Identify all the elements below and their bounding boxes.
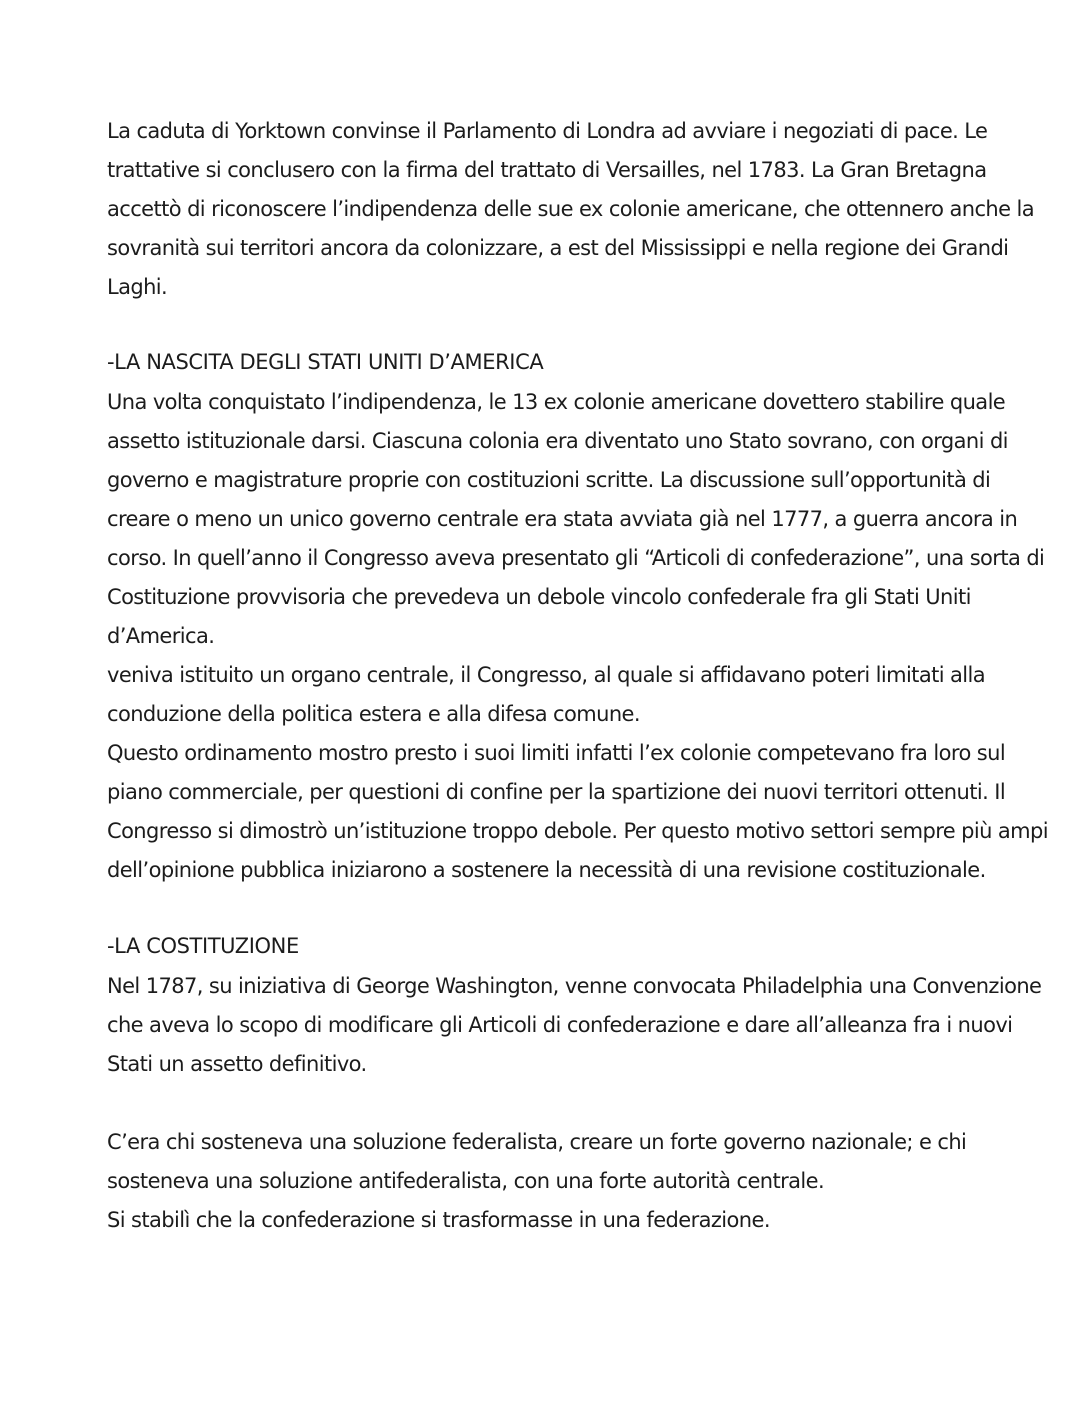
text-line: governo e magistrature proprie con costituzioni scritte. La discussione sull’opportunità di <box>107 468 991 492</box>
text-line: Congresso si dimostrò un’istituzione troppo debole. Per questo motivo settori sempre più ampi <box>107 819 1049 843</box>
text-line: d’America. <box>107 624 215 648</box>
text-line: corso. In quell’anno il Congresso aveva presentato gli “Articoli di confederazione”, una sorta di <box>107 546 1045 570</box>
text-line: piano commerciale, per questioni di confine per la spartizione dei nuovi territori ottenuti. Il <box>107 780 1006 804</box>
text-line: che aveva lo scopo di modificare gli Articoli di confederazione e dare all’alleanza fra i nuovi <box>107 1013 1013 1037</box>
text-line: Questo ordinamento mostro presto i suoi limiti infatti l’ex colonie competevano fra loro sul <box>107 741 1006 765</box>
text-line: La caduta di Yorktown convinse il Parlamento di Londra ad avviare i negoziati di pace. Le <box>107 119 988 143</box>
text-line: sosteneva una soluzione antifederalista, con una forte autorità centrale. <box>107 1169 825 1193</box>
text-line: Si stabilì che la confederazione si trasformasse in una federazione. <box>107 1208 770 1232</box>
section-heading-costituzione <box>107 927 977 966</box>
text-line: Stati un assetto definitivo. <box>107 1052 367 1076</box>
text-line: trattative si conclusero con la firma del trattato di Versailles, nel 1783. La Gran Bretagna <box>107 158 987 182</box>
section-heading-nascita <box>107 343 977 382</box>
text-line: veniva istituito un organo centrale, il Congresso, al quale si affidavano poteri limitati alla <box>107 663 986 687</box>
text-line: sovranità sui territori ancora da colonizzare, a est del Mississippi e nella regione dei Grandi <box>107 236 1009 260</box>
text-line: conduzione della politica estera e alla difesa comune. <box>107 702 640 726</box>
text-line: Nel 1787, su iniziativa di George Washington, venne convocata Philadelphia una Convenzione <box>107 974 1042 998</box>
section-heading: -LA NASCITA DEGLI STATI UNITI D’AMERICA <box>107 350 544 374</box>
text-line: Una volta conquistato l’indipendenza, le 13 ex colonie americane dovettero stabilire quale <box>107 390 1006 414</box>
text-line: dell’opinione pubblica iniziarono a sostenere la necessità di una revisione costituzionale. <box>107 858 986 882</box>
intro-paragraph <box>107 112 1035 307</box>
section-heading: -LA COSTITUZIONE <box>107 934 299 958</box>
costituzione-paragraph <box>107 967 1042 1084</box>
text-line: creare o meno un unico governo centrale era stata avviata già nel 1777, a guerra ancora in <box>107 507 1018 531</box>
text-line: accettò di riconoscere l’indipendenza delle sue ex colonie americane, che ottennero anche la <box>107 197 1035 221</box>
text-line: assetto istituzionale darsi. Ciascuna colonia era diventato uno Stato sovrano, con organi di <box>107 429 1008 453</box>
nascita-paragraph <box>107 383 1049 890</box>
text-line: C’era chi sosteneva una soluzione federalista, creare un forte governo nazionale; e chi <box>107 1130 967 1154</box>
text-line: Laghi. <box>107 275 168 299</box>
text-line: Costituzione provvisoria che prevedeva un debole vincolo confederale fra gli Stati Uniti <box>107 585 971 609</box>
final-paragraph <box>107 1123 977 1240</box>
